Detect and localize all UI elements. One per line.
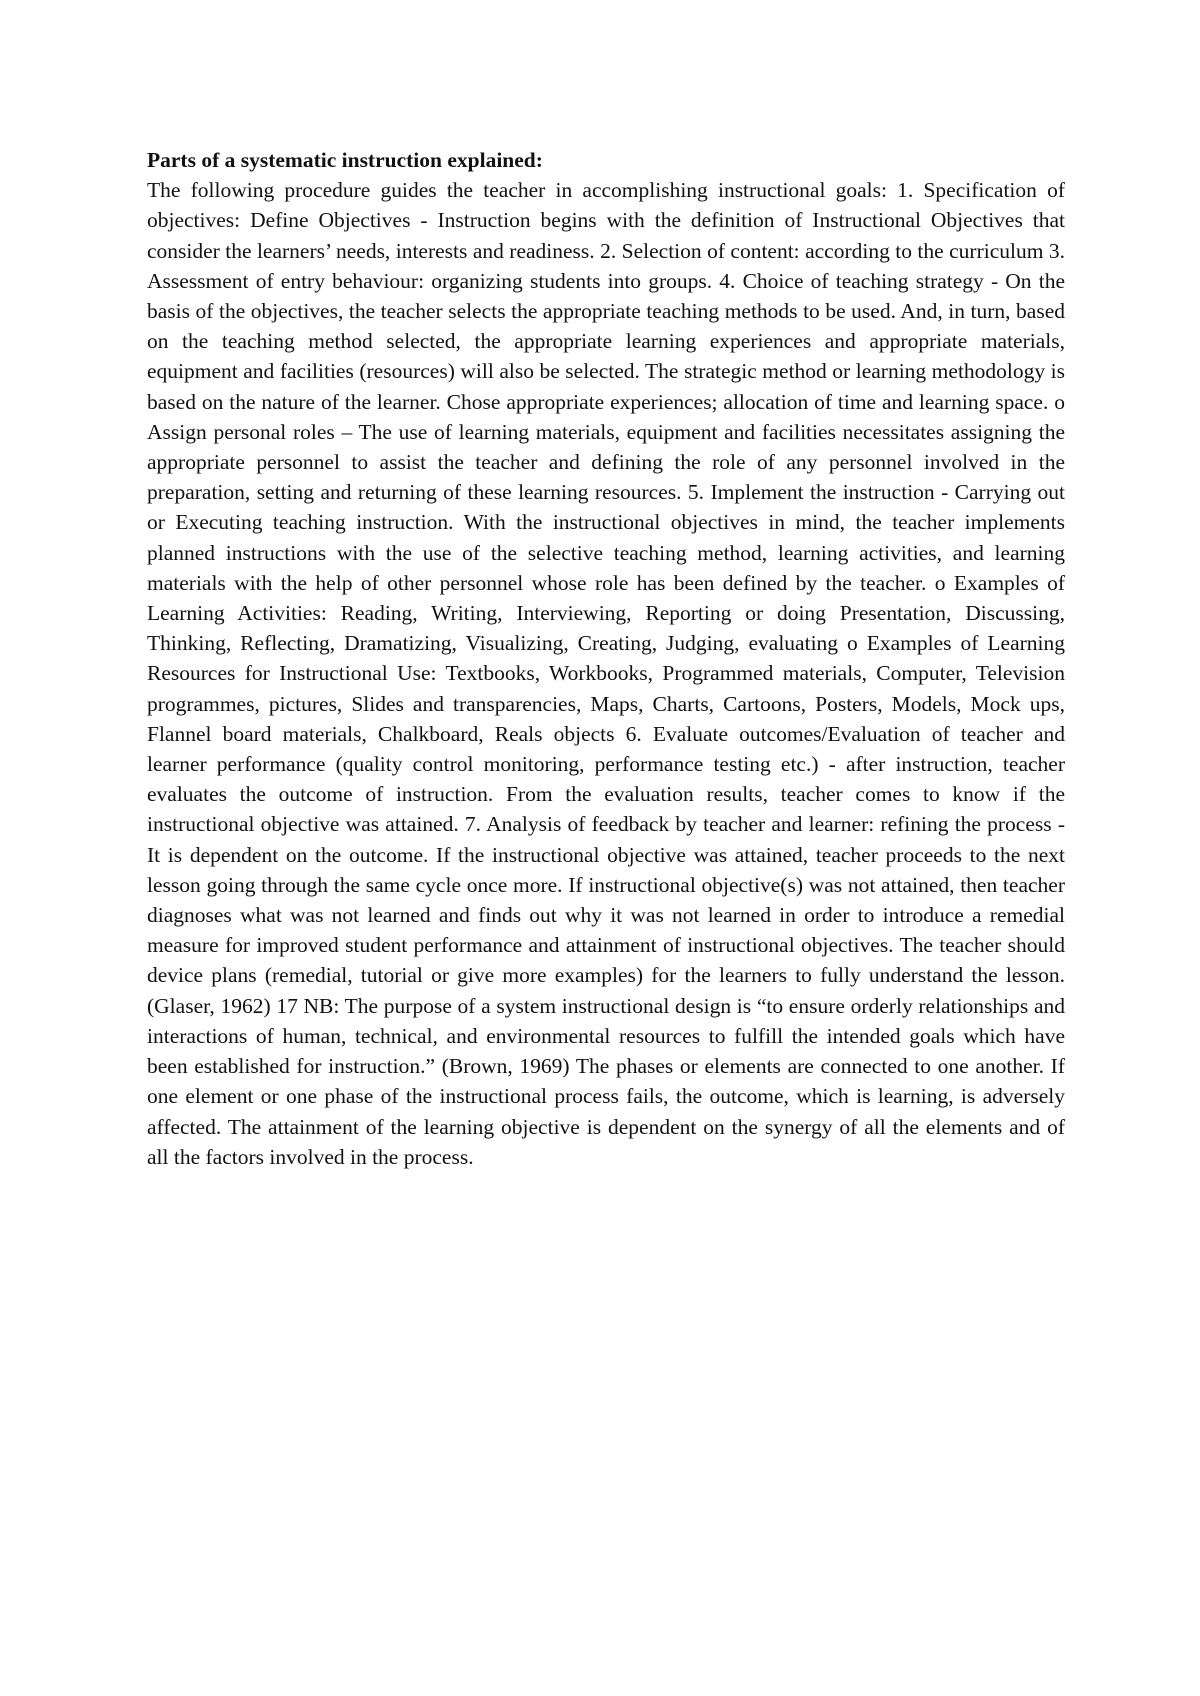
document-body-paragraph: The following procedure guides the teacher in accomplishing instructional goals: 1. Specification of objectives: Define Objectives - Instruction begins with the definition of Instructional Objectives that consider the learners’ needs, interests and readiness. 2. Selection of content: according to the curriculum 3. Assessment of entry behaviour: organizing students into groups. 4. Choice of teaching strategy - On the basis of the objectives, the teacher selects the appropriate teaching methods to be used. And, in turn, based on the teaching method selected, the appropriate learning experiences and appropriate materials, equipment and facilities (resources) will also be selected. The strategic method or learning methodology is based on the nature of the learner. Chose appropriate experiences; allocation of time and learning space. o Assign personal roles – The use of learning materials, equipment and facilities necessitates assigning the appropriate personnel to assist the teacher and defining the role of any personnel involved in the preparation, setting and returning of these learning resources. 5. Implement the instruction - Carrying out or Executing teaching instruction. With the instructional objectives in mind, the teacher implements planned instructions with the use of the selective teaching method, learning activities, and learning materials with the help of other personnel whose role has been defined by the teacher. o Examples of Learning Activities: Reading, Writing, Interviewing, Reporting or doing Presentation, Discussing, Thinking, Reflecting, Dramatizing, Visualizing, Creating, Judging, evaluating o Examples of Learning Resources for Instructional Use: Textbooks, Workbooks, Programmed materials, Computer, Television programmes, pictures, Slides and transparencies, Maps, Charts, Cartoons, Posters, Models, Mock ups, Flannel board materials, Chalkboard, Reals objects 6. Evaluate outcomes/Evaluation of teacher and learner performance (quality control monitoring, performance testing etc.) - after instruction, teacher evaluates the outcome of instruction. From the evaluation results, teacher comes to know if the instructional objective was attained. 7. Analysis of feedback by teacher and learner: refining the process - It is dependent on the outcome. If the instructional objective was attained, teacher proceeds to the next lesson going through the same cycle once more. If instructional objective(s) was not attained, then teacher diagnoses what was not learned and finds out why it was not learned in order to introduce a remedial measure for improved student performance and attainment of instructional objectives. The teacher should device plans (remedial, tutorial or give more examples) for the learners to fully understand the lesson. (Glaser, 1962) 17 NB: The purpose of a system instructional design is “to ensure orderly relationships and interactions of human, technical, and environmental resources to fulfill the intended goals which have been established for instruction.” (Brown, 1969) The phases or elements are connected to one another. If one element or one phase of the instructional process fails, the outcome, which is learning, is adversely affected. The attainment of the learning objective is dependent on the synergy of all the elements and of all the factors involved in the process. [147,178,1065,1169]
document-heading: Parts of a systematic instruction explained: [147,148,543,172]
document-content [147,145,1065,1172]
